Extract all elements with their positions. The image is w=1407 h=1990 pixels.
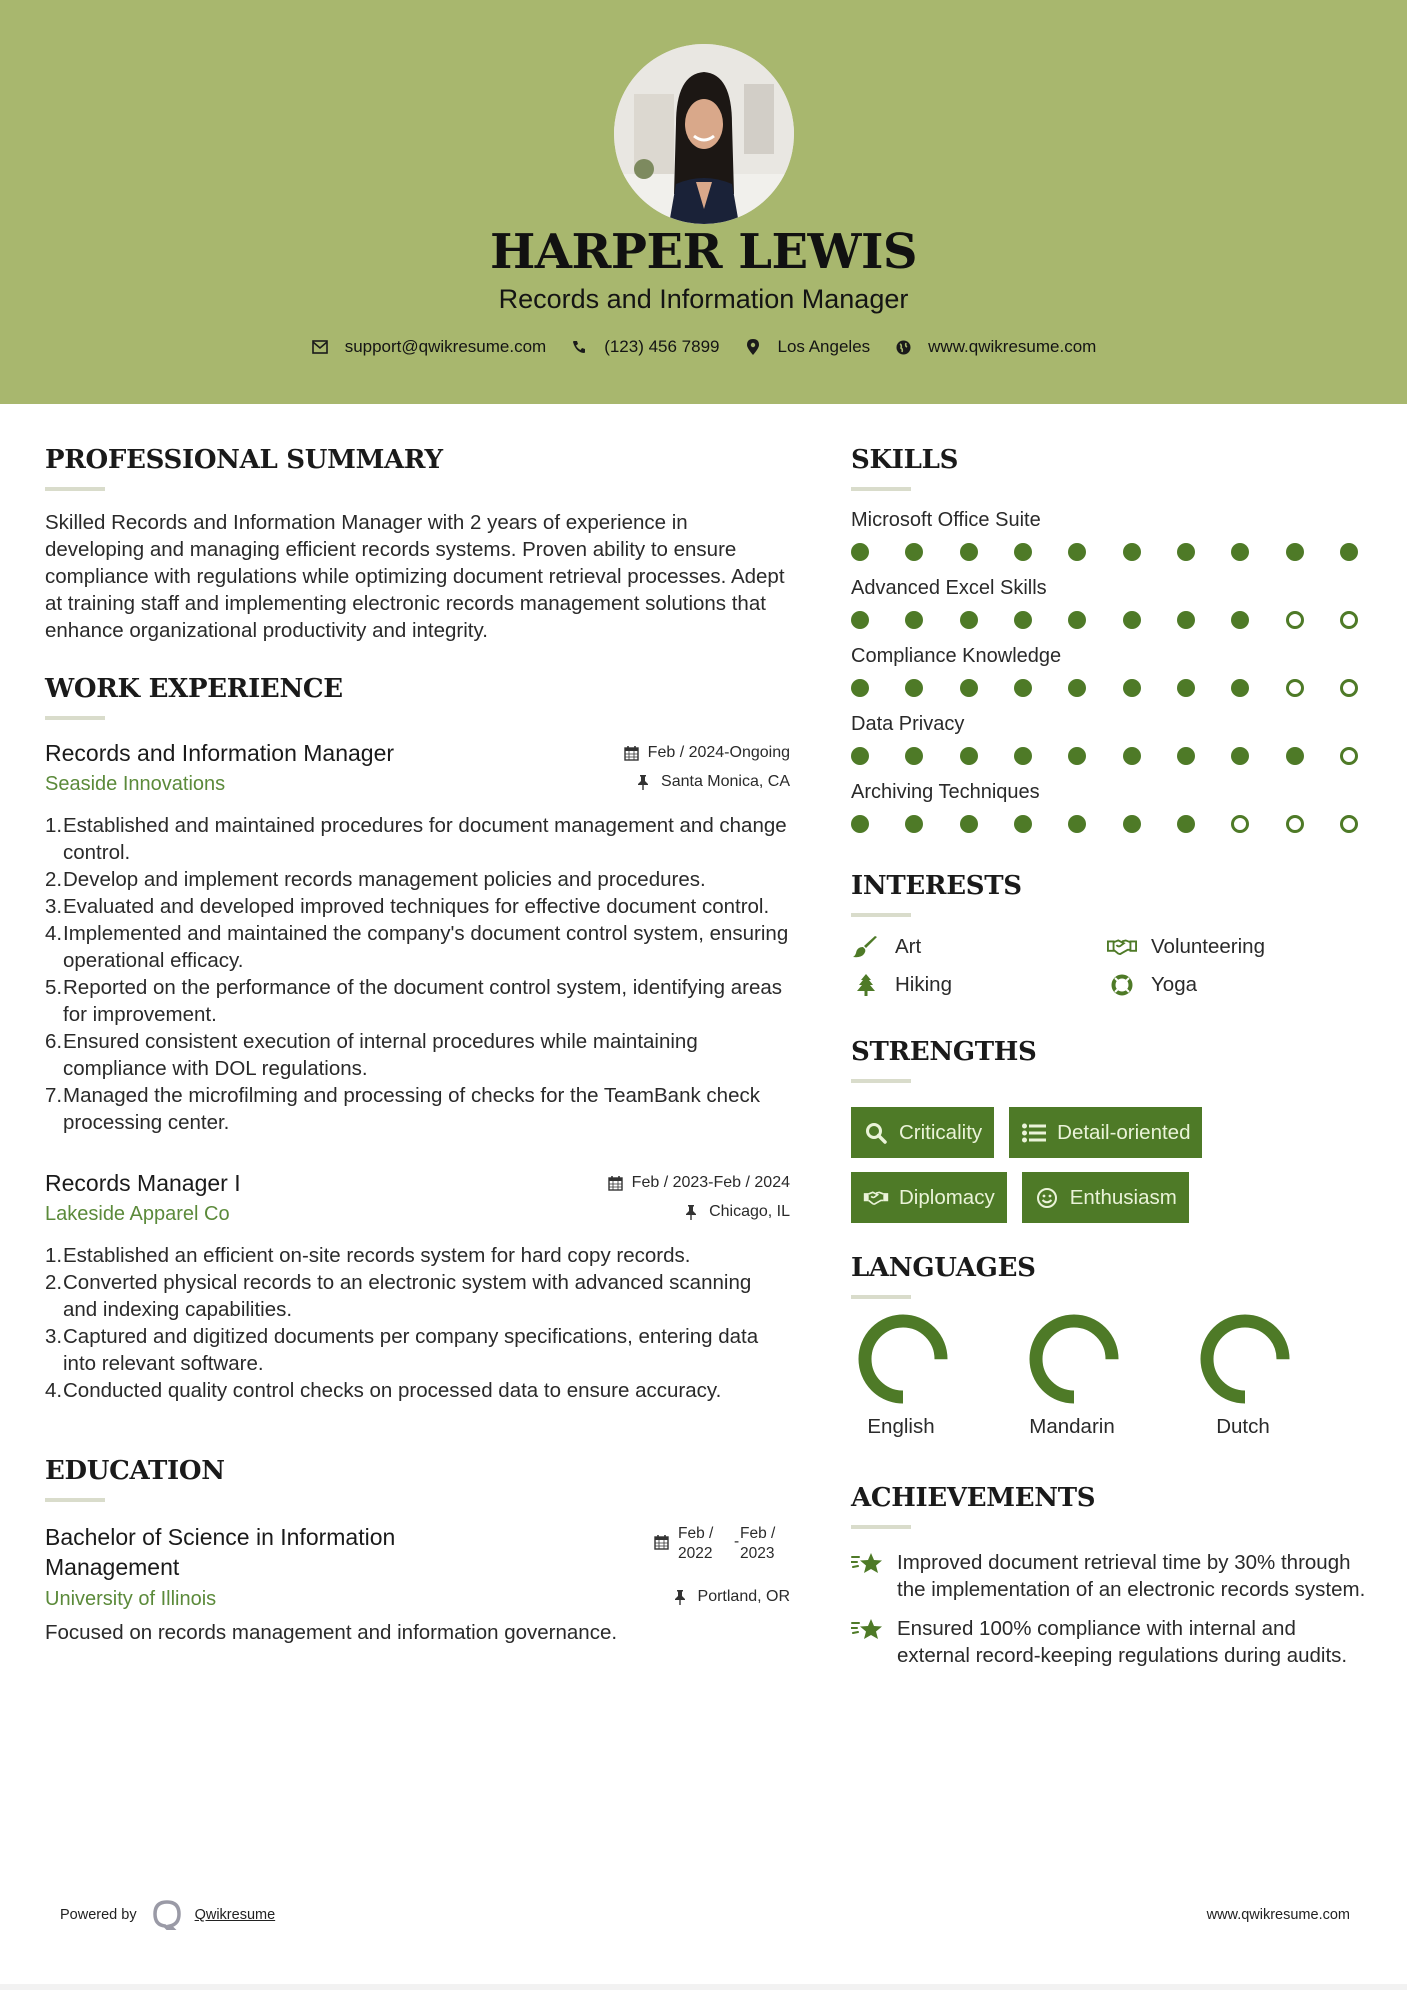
rating-dot-filled xyxy=(1177,543,1195,561)
language-proficiency-ring xyxy=(1028,1313,1120,1405)
rating-dot-empty xyxy=(1340,679,1358,697)
company-name: Seaside Innovations xyxy=(45,773,226,795)
language-name: English xyxy=(867,1415,935,1438)
bullet-item: 3. Captured and digitized documents per company specifications, entering data into relevant software. xyxy=(45,1325,759,1375)
left-column xyxy=(45,445,790,1645)
job-title: Records and Information Manager xyxy=(45,740,395,766)
strength-label: Diplomacy xyxy=(899,1185,995,1209)
contact-location xyxy=(744,337,871,357)
skill-item xyxy=(851,713,1371,765)
rating-dot-filled xyxy=(1014,747,1032,765)
life-ring-icon xyxy=(1107,974,1137,996)
rating-dot-filled xyxy=(851,747,869,765)
rating-dot-filled xyxy=(960,543,978,561)
skill-name: Compliance Knowledge xyxy=(851,645,1062,667)
contact-email[interactable] xyxy=(311,337,547,357)
search-icon xyxy=(863,1122,889,1144)
section-divider xyxy=(851,1295,911,1299)
language-proficiency-ring xyxy=(1199,1313,1291,1405)
job-dates-text: Feb / 2023-Feb / 2024 xyxy=(631,1174,790,1191)
qwikresume-logo-icon xyxy=(153,1900,181,1930)
rating-dot-filled xyxy=(960,815,978,833)
achievement-item xyxy=(851,1615,1371,1669)
school-name: University of Illinois xyxy=(45,1588,217,1610)
rating-dot-filled xyxy=(1177,611,1195,629)
skill-rating xyxy=(851,543,1358,561)
profile-photo xyxy=(614,44,794,224)
rating-dot-filled xyxy=(1014,679,1032,697)
section-divider xyxy=(45,1498,105,1502)
bullet-item: 1. Established an efficient on-site records system for hard copy records. xyxy=(45,1244,691,1267)
education-location-text: Portland, OR xyxy=(697,1588,790,1605)
rating-dot-filled xyxy=(960,679,978,697)
date-separator: - xyxy=(734,1533,740,1550)
calendar-icon xyxy=(608,1175,624,1191)
skills-section xyxy=(851,445,1371,833)
strength-chip xyxy=(851,1172,1007,1223)
list-icon xyxy=(1021,1122,1047,1144)
language-name: Dutch xyxy=(1216,1415,1270,1438)
contact-phone[interactable] xyxy=(570,337,719,357)
skill-name: Archiving Techniques xyxy=(851,781,1040,803)
skill-item xyxy=(851,509,1371,561)
rating-dot-filled xyxy=(960,747,978,765)
rating-dot-filled xyxy=(1068,611,1086,629)
shooting-star-icon xyxy=(851,1549,885,1577)
strength-label: Enthusiasm xyxy=(1069,1185,1177,1209)
rating-dot-filled xyxy=(905,543,923,561)
education-description: Focused on records management and information governance. xyxy=(45,1621,618,1644)
achievements-list xyxy=(851,1549,1371,1669)
interests-section xyxy=(851,871,1371,997)
globe-icon xyxy=(894,338,912,356)
job-location xyxy=(685,1203,790,1221)
strength-label: Criticality xyxy=(899,1120,983,1144)
rating-dot-filled xyxy=(1177,747,1195,765)
skills-list xyxy=(851,509,1371,833)
section-divider xyxy=(851,1079,911,1083)
bullet-item: 4. Conducted quality control checks on processed data to ensure accuracy. xyxy=(45,1379,722,1402)
education-section xyxy=(45,1456,790,1645)
map-marker-icon xyxy=(744,338,762,356)
skills-heading: SKILLS xyxy=(851,445,959,475)
rating-dot-filled xyxy=(905,679,923,697)
language-item xyxy=(1022,1313,1193,1439)
work-experience-section xyxy=(45,674,790,1404)
education-location xyxy=(674,1588,790,1606)
rating-dot-filled xyxy=(1231,543,1249,561)
interest-item xyxy=(851,935,1107,959)
rating-dot-filled xyxy=(1068,543,1086,561)
pushpin-icon xyxy=(674,1589,690,1605)
calendar-icon xyxy=(654,1534,670,1550)
languages-section xyxy=(851,1253,1371,1439)
interests-heading: INTERESTS xyxy=(851,871,1022,901)
rating-dot-filled xyxy=(905,747,923,765)
tree-icon xyxy=(851,974,881,996)
smile-icon xyxy=(1034,1187,1060,1209)
rating-dot-filled xyxy=(1123,815,1141,833)
rating-dot-filled xyxy=(1286,747,1304,765)
skill-name: Advanced Excel Skills xyxy=(851,577,1047,599)
contact-bar xyxy=(0,337,1407,357)
paintbrush-icon xyxy=(851,936,881,958)
phone-icon xyxy=(570,338,588,356)
strengths-list xyxy=(851,1107,1371,1223)
rating-dot-filled xyxy=(851,679,869,697)
section-divider xyxy=(851,913,911,917)
strengths-section xyxy=(851,1037,1371,1223)
job-dates xyxy=(624,744,790,762)
contact-email-text: support@qwikresume.com xyxy=(344,337,547,356)
strength-chip xyxy=(1022,1172,1189,1223)
achievement-text: Improved document retrieval time by 30% through the implementation of an electronic records system. xyxy=(897,1551,1366,1601)
rating-dot-empty xyxy=(1340,611,1358,629)
education-heading: EDUCATION xyxy=(45,1456,225,1486)
rating-dot-filled xyxy=(1177,679,1195,697)
job-location-text: Chicago, IL xyxy=(709,1203,790,1220)
rating-dot-filled xyxy=(1123,543,1141,561)
envelope-icon xyxy=(311,338,329,356)
bullet-item: 3. Evaluated and developed improved techniques for effective document control. xyxy=(45,895,770,918)
skill-name: Data Privacy xyxy=(851,713,965,735)
contact-location-text: Los Angeles xyxy=(777,337,871,356)
job-location xyxy=(637,773,790,791)
rating-dot-filled xyxy=(1068,815,1086,833)
job-entry xyxy=(45,1170,790,1404)
rating-dot-filled xyxy=(1068,747,1086,765)
resume-header xyxy=(0,0,1407,404)
summary-section xyxy=(45,445,790,644)
rating-dot-filled xyxy=(1177,815,1195,833)
job-location-text: Santa Monica, CA xyxy=(661,773,790,790)
language-item xyxy=(1193,1313,1364,1439)
language-proficiency-ring xyxy=(857,1313,949,1405)
job-bullets xyxy=(45,812,790,1136)
bullet-item: 2. Converted physical records to an electronic system with advanced scanning and indexing capabilities. xyxy=(45,1271,752,1321)
interest-label: Art xyxy=(895,935,922,958)
rating-dot-empty xyxy=(1340,815,1358,833)
rating-dot-filled xyxy=(1231,679,1249,697)
strength-chip xyxy=(851,1107,994,1158)
section-divider xyxy=(851,487,911,491)
achievements-section xyxy=(851,1483,1371,1669)
strength-chip xyxy=(1009,1107,1202,1158)
education-end-date: Feb / 2023 xyxy=(740,1525,776,1562)
job-entry xyxy=(45,740,790,1136)
bullet-item: 7. Managed the microfilming and processing of checks for the TeamBank check processing center. xyxy=(45,1084,760,1134)
interest-item xyxy=(1107,935,1363,959)
language-name: Mandarin xyxy=(1029,1415,1115,1438)
powered-by xyxy=(60,1900,275,1930)
pushpin-icon xyxy=(685,1204,701,1220)
bullet-item: 1. Established and maintained procedures for document management and change control. xyxy=(45,814,787,864)
bullet-item: 2. Develop and implement records management policies and procedures. xyxy=(45,868,706,891)
rating-dot-filled xyxy=(1014,611,1032,629)
rating-dot-filled xyxy=(1123,679,1141,697)
rating-dot-filled xyxy=(960,611,978,629)
rating-dot-filled xyxy=(851,611,869,629)
section-divider xyxy=(851,1525,911,1529)
skill-item xyxy=(851,645,1371,697)
footer-website[interactable]: www.qwikresume.com xyxy=(1206,1907,1350,1923)
rating-dot-filled xyxy=(1123,747,1141,765)
education-entry xyxy=(45,1522,790,1645)
bullet-item: 6. Ensured consistent execution of internal procedures while maintaining compliance with DOL regulations. xyxy=(45,1030,698,1080)
languages-list xyxy=(851,1313,1371,1439)
job-title: Records Manager I xyxy=(45,1170,241,1196)
bullet-item: 5. Reported on the performance of the document control system, identifying areas for improvement. xyxy=(45,976,783,1026)
job-dates xyxy=(608,1174,790,1192)
skill-item xyxy=(851,781,1371,833)
achievements-heading: ACHIEVEMENTS xyxy=(851,1483,1096,1513)
strength-label: Detail-oriented xyxy=(1057,1120,1191,1144)
candidate-name: HARPER LEWIS xyxy=(489,224,918,280)
interest-label: Hiking xyxy=(895,973,952,996)
rating-dot-filled xyxy=(1340,543,1358,561)
rating-dot-filled xyxy=(1068,679,1086,697)
handshake-icon xyxy=(863,1187,889,1209)
job-bullets xyxy=(45,1242,790,1404)
contact-website-text: www.qwikresume.com xyxy=(928,337,1097,356)
contact-phone-text: (123) 456 7899 xyxy=(604,337,720,356)
summary-text: Skilled Records and Information Manager with 2 years of experience in developing and managing efficient records systems. Proven ability to ensure compliance with regulations while optimizing document retrieval processes. Adept at training staff and implementing electronic records management solutions that enhance organizational productivity and integrity. xyxy=(45,511,785,642)
skill-rating xyxy=(851,747,1358,765)
right-column xyxy=(851,445,1371,1681)
rating-dot-empty xyxy=(1231,815,1249,833)
achievement-item xyxy=(851,1549,1371,1603)
pushpin-icon xyxy=(637,774,653,790)
rating-dot-filled xyxy=(1014,815,1032,833)
rating-dot-filled xyxy=(1231,747,1249,765)
skill-rating xyxy=(851,611,1358,629)
languages-heading: LANGUAGES xyxy=(851,1253,1036,1283)
skill-name: Microsoft Office Suite xyxy=(851,509,1041,531)
contact-website[interactable] xyxy=(894,337,1096,357)
skill-rating xyxy=(851,679,1358,697)
strengths-heading: STRENGTHS xyxy=(851,1037,1037,1067)
rating-dot-filled xyxy=(1286,543,1304,561)
interest-label: Volunteering xyxy=(1151,935,1265,958)
qwikresume-link[interactable]: Qwikresume xyxy=(194,1907,276,1923)
page-footer xyxy=(60,1900,1350,1930)
achievement-text: Ensured 100% compliance with internal and external record-keeping regulations during audits. xyxy=(897,1617,1348,1667)
rating-dot-filled xyxy=(851,543,869,561)
interests-list xyxy=(851,935,1371,997)
calendar-icon xyxy=(624,745,640,761)
rating-dot-filled xyxy=(1014,543,1032,561)
rating-dot-filled xyxy=(1231,611,1249,629)
rating-dot-filled xyxy=(1123,611,1141,629)
handshake-icon xyxy=(1107,936,1137,958)
interest-label: Yoga xyxy=(1151,973,1197,996)
language-item xyxy=(851,1313,1022,1439)
shooting-star-icon xyxy=(851,1615,885,1643)
degree-title: Bachelor of Science in Information Management xyxy=(45,1524,396,1580)
rating-dot-empty xyxy=(1340,747,1358,765)
section-divider xyxy=(45,487,105,491)
rating-dot-filled xyxy=(905,815,923,833)
bullet-item: 4. Implemented and maintained the company's document control system, ensuring operational efficacy. xyxy=(45,922,789,972)
rating-dot-filled xyxy=(851,815,869,833)
job-dates-text: Feb / 2024-Ongoing xyxy=(647,744,790,761)
page-bottom-edge xyxy=(0,1984,1407,1990)
rating-dot-empty xyxy=(1286,815,1304,833)
education-start-date: Feb / 2022 xyxy=(678,1525,714,1562)
interest-item xyxy=(851,973,1107,997)
section-divider xyxy=(45,716,105,720)
rating-dot-empty xyxy=(1286,679,1304,697)
company-name: Lakeside Apparel Co xyxy=(45,1203,230,1225)
interest-item xyxy=(1107,973,1363,997)
powered-by-label: Powered by xyxy=(60,1907,137,1923)
education-dates xyxy=(654,1524,790,1564)
candidate-title: Records and Information Manager xyxy=(498,284,909,314)
rating-dot-empty xyxy=(1286,611,1304,629)
skill-item xyxy=(851,577,1371,629)
summary-heading: PROFESSIONAL SUMMARY xyxy=(45,445,443,475)
skill-rating xyxy=(851,815,1358,833)
rating-dot-filled xyxy=(905,611,923,629)
work-heading: WORK EXPERIENCE xyxy=(45,674,343,704)
